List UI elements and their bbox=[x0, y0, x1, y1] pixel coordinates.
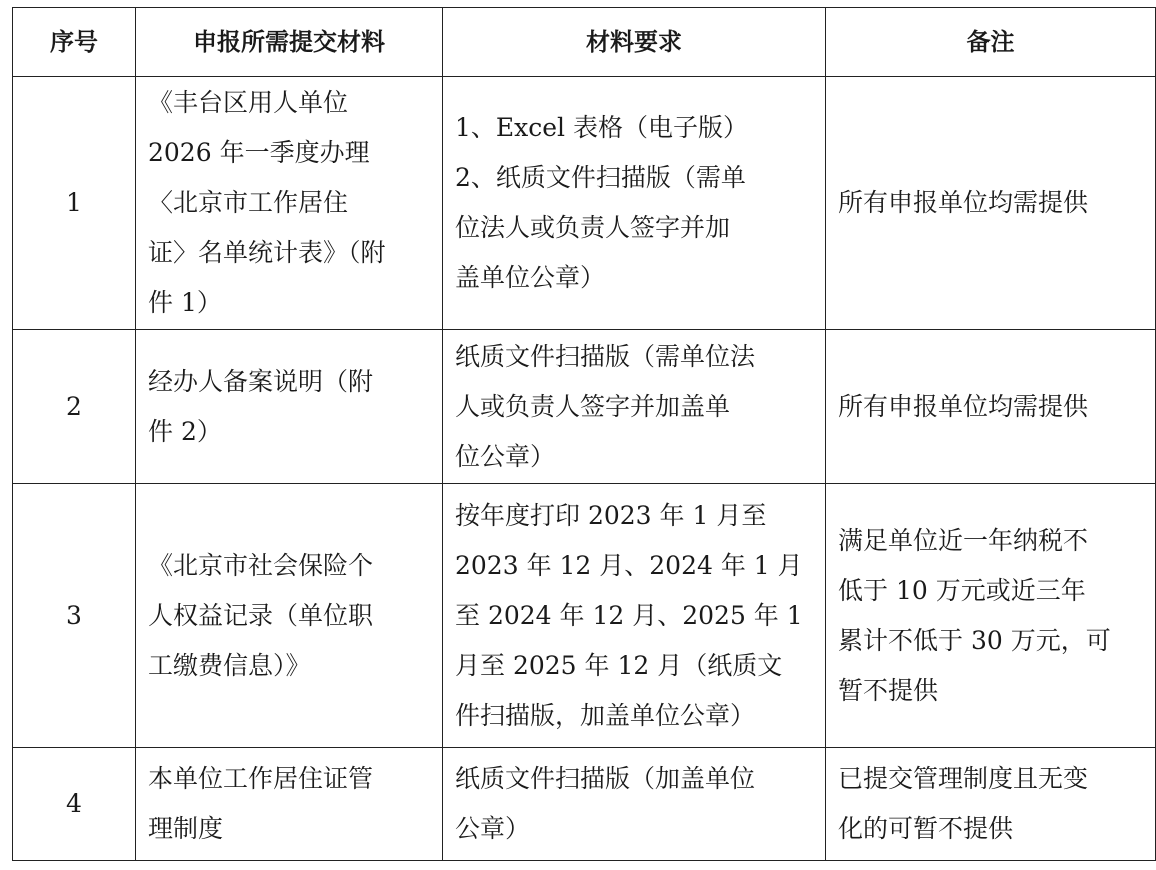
table-row bbox=[13, 330, 1156, 484]
requirement-line: 至 2024 年 12 月、2025 年 1 bbox=[455, 600, 803, 630]
note-cell bbox=[826, 748, 1156, 861]
requirement-line: 1、Excel 表格（电子版） bbox=[455, 113, 748, 142]
requirement-line: 2023 年 12 月、2024 年 1 月 bbox=[455, 550, 803, 580]
materials-table bbox=[12, 7, 1156, 861]
requirement-cell bbox=[443, 330, 826, 484]
material-line: 件 2） bbox=[148, 416, 222, 446]
material-cell bbox=[136, 484, 443, 748]
requirement-line: 月至 2025 年 12 月（纸质文 bbox=[455, 650, 783, 680]
note-line: 满足单位近一年纳税不 bbox=[838, 525, 1089, 555]
header-note: 备注 bbox=[826, 8, 1156, 77]
note-line: 已提交管理制度且无变 bbox=[838, 764, 1089, 793]
material-line: 《丰台区用人单位 bbox=[148, 88, 349, 117]
material-line: 证〉名单统计表》（附 bbox=[148, 238, 386, 267]
requirement-cell bbox=[443, 748, 826, 861]
material-line: 本单位工作居住证管 bbox=[148, 764, 374, 793]
header-row bbox=[13, 8, 1156, 77]
note-line: 化的可暂不提供 bbox=[838, 814, 1014, 843]
requirement-line: 2、纸质文件扫描版（需单 bbox=[455, 163, 746, 192]
requirement-line: 盖单位公章） bbox=[455, 263, 606, 292]
requirement-line: 人或负责人签字并加盖单 bbox=[455, 391, 731, 421]
requirement-line: 件扫描版，加盖单位公章） bbox=[455, 700, 756, 730]
requirement-line: 纸质文件扫描版（需单位法 bbox=[455, 341, 756, 371]
material-cell bbox=[136, 330, 443, 484]
note-line: 低于 10 万元或近三年 bbox=[838, 575, 1086, 605]
note-line: 累计不低于 30 万元，可 bbox=[838, 625, 1111, 655]
requirement-line: 公章） bbox=[455, 814, 531, 843]
header-requirement: 材料要求 bbox=[443, 8, 826, 77]
material-line: 理制度 bbox=[148, 814, 224, 843]
header-material: 申报所需提交材料 bbox=[136, 8, 443, 77]
table-row bbox=[13, 484, 1156, 748]
note-line: 暂不提供 bbox=[838, 675, 939, 705]
row-number: 1 bbox=[13, 77, 136, 330]
material-line: 工缴费信息）》 bbox=[148, 650, 311, 680]
table-row bbox=[13, 748, 1156, 861]
row-number: 4 bbox=[13, 748, 136, 861]
note-line: 所有申报单位均需提供 bbox=[838, 188, 1089, 217]
material-line: 《北京市社会保险个 bbox=[148, 550, 374, 580]
note-cell bbox=[826, 330, 1156, 484]
header-no: 序号 bbox=[13, 8, 136, 77]
requirement-cell bbox=[443, 484, 826, 748]
requirement-line: 位法人或负责人签字并加 bbox=[455, 213, 731, 242]
material-cell bbox=[136, 748, 443, 861]
requirement-line: 按年度打印 2023 年 1 月至 bbox=[455, 500, 767, 530]
note-cell bbox=[826, 77, 1156, 330]
material-line: 人权益记录（单位职 bbox=[148, 600, 374, 630]
material-line: 2026 年一季度办理 bbox=[148, 138, 370, 167]
material-line: 经办人备案说明（附 bbox=[148, 366, 374, 396]
requirement-cell bbox=[443, 77, 826, 330]
note-line: 所有申报单位均需提供 bbox=[838, 391, 1089, 421]
material-line: 〈北京市工作居住 bbox=[148, 188, 349, 217]
note-cell bbox=[826, 484, 1156, 748]
material-cell bbox=[136, 77, 443, 330]
material-line: 件 1） bbox=[148, 288, 222, 317]
row-number: 3 bbox=[13, 484, 136, 748]
requirement-line: 位公章） bbox=[455, 441, 556, 471]
table-row bbox=[13, 77, 1156, 330]
requirement-line: 纸质文件扫描版（加盖单位 bbox=[455, 764, 756, 793]
row-number: 2 bbox=[13, 330, 136, 484]
